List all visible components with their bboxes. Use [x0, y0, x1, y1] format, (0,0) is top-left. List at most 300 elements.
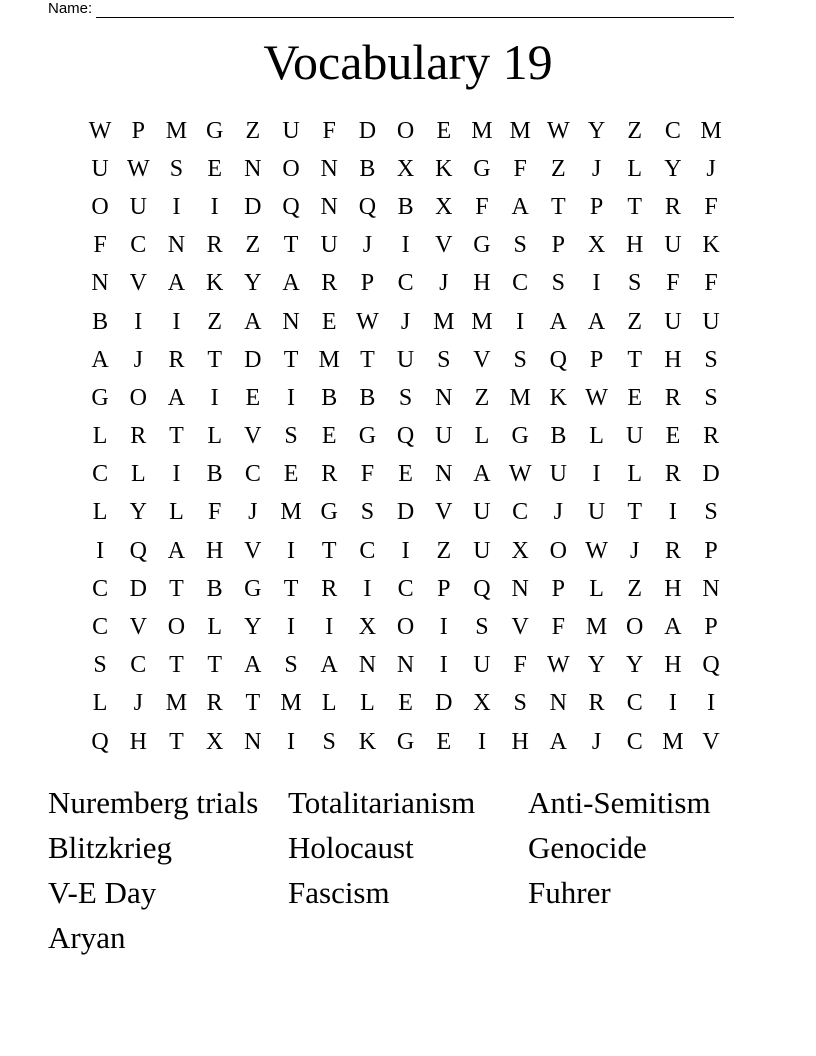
grid-letter[interactable]: M — [471, 308, 493, 335]
grid-letter[interactable]: U — [129, 193, 147, 220]
grid-letter[interactable]: S — [437, 346, 451, 373]
word-bank-item: Genocide — [528, 830, 647, 865]
grid-letter[interactable]: J — [591, 155, 602, 182]
grid-letter[interactable]: W — [585, 537, 608, 564]
grid-letter[interactable]: C — [359, 537, 376, 564]
grid-letter[interactable]: D — [244, 193, 262, 220]
grid-letter[interactable]: V — [435, 499, 453, 526]
grid-letter[interactable]: M — [433, 308, 455, 335]
grid-letter[interactable]: I — [668, 499, 677, 526]
grid-letter[interactable]: A — [473, 461, 491, 488]
grid-letter[interactable]: I — [287, 614, 296, 641]
grid-letter[interactable]: K — [205, 270, 224, 297]
grid-letter[interactable]: S — [551, 270, 566, 297]
grid-letter[interactable]: Q — [129, 537, 147, 564]
grid-letter[interactable]: E — [245, 384, 261, 411]
grid-letter[interactable]: I — [325, 614, 334, 641]
grid-letter[interactable]: D — [396, 499, 415, 526]
grid-letter[interactable]: S — [513, 690, 527, 717]
grid-letter[interactable]: G — [91, 384, 109, 411]
grid-letter[interactable]: Q — [282, 193, 300, 220]
grid-letter[interactable]: A — [320, 652, 338, 679]
grid-letter[interactable]: K — [702, 232, 720, 259]
grid-letter[interactable]: U — [473, 537, 491, 564]
grid-letter[interactable]: L — [627, 461, 643, 488]
grid-letter[interactable]: B — [321, 384, 338, 411]
word-bank-item: Totalitarianism — [288, 785, 476, 820]
grid-letter[interactable]: O — [549, 537, 568, 564]
grid-letter[interactable]: B — [206, 575, 223, 602]
grid-letter[interactable]: X — [396, 155, 415, 182]
grid-letter[interactable]: I — [210, 384, 219, 411]
grid-letter[interactable]: N — [511, 575, 529, 602]
grid-letter[interactable]: N — [549, 690, 568, 717]
grid-letter[interactable]: S — [704, 346, 718, 373]
grid-letter[interactable]: I — [477, 728, 486, 755]
grid-letter[interactable]: O — [396, 117, 415, 144]
grid-letter[interactable]: B — [206, 461, 223, 488]
grid-letter[interactable]: P — [589, 193, 604, 220]
grid-letter[interactable]: E — [283, 461, 299, 488]
grid-letter[interactable]: G — [320, 499, 338, 526]
grid-letter[interactable]: T — [283, 346, 299, 373]
grid-letter[interactable]: X — [205, 728, 224, 755]
grid-letter[interactable]: R — [664, 193, 681, 220]
grid-letter[interactable]: Z — [245, 232, 261, 259]
grid-letter[interactable]: C — [244, 461, 261, 488]
grid-letter[interactable]: R — [664, 461, 681, 488]
grid-letter[interactable]: M — [509, 117, 531, 144]
grid-letter[interactable]: O — [167, 614, 186, 641]
grid-letter[interactable]: Z — [207, 308, 222, 335]
grid-letter[interactable]: P — [360, 270, 375, 297]
grid-letter[interactable]: J — [439, 270, 449, 297]
grid-letter[interactable]: L — [169, 499, 184, 526]
grid-letter[interactable]: D — [244, 346, 262, 373]
grid-letter[interactable]: D — [129, 575, 147, 602]
page-title: Vocabulary 19 — [263, 34, 553, 90]
grid-letter[interactable]: C — [626, 690, 643, 717]
grid-letter[interactable]: N — [358, 652, 377, 679]
grid-letter[interactable]: J — [400, 308, 411, 335]
grid-letter[interactable]: K — [435, 155, 453, 182]
grid-letter[interactable]: U — [396, 346, 415, 373]
grid-letter[interactable]: V — [473, 346, 491, 373]
grid-letter[interactable]: Q — [358, 193, 377, 220]
grid-letter[interactable]: I — [172, 461, 181, 488]
grid-letter[interactable]: L — [92, 499, 108, 526]
grid-letter[interactable]: A — [244, 652, 262, 679]
grid-letter[interactable]: T — [627, 499, 643, 526]
grid-letter[interactable]: B — [92, 308, 109, 335]
grid-letter[interactable]: H — [205, 537, 224, 564]
grid-letter[interactable]: M — [318, 346, 340, 373]
word-bank — [48, 780, 768, 960]
grid-letter[interactable]: U — [320, 232, 338, 259]
grid-letter[interactable]: F — [207, 499, 222, 526]
grid-letter[interactable]: C — [92, 614, 109, 641]
grid-letter[interactable]: M — [165, 117, 188, 144]
grid-letter[interactable]: O — [91, 193, 109, 220]
grid-letter[interactable]: W — [508, 461, 532, 488]
grid-letter[interactable]: T — [169, 575, 184, 602]
grid-letter[interactable]: T — [360, 346, 375, 373]
grid-letter[interactable]: H — [664, 652, 682, 679]
grid-letter[interactable]: C — [397, 575, 414, 602]
grid-letter[interactable]: G — [358, 423, 377, 450]
grid-letter[interactable]: J — [591, 728, 602, 755]
grid-letter[interactable]: E — [398, 461, 413, 488]
grid-letter[interactable]: C — [130, 232, 147, 259]
grid-letter[interactable]: Q — [473, 575, 491, 602]
grid-letter[interactable]: L — [360, 690, 375, 717]
grid-letter[interactable]: A — [549, 308, 568, 335]
grid-letter[interactable]: T — [169, 423, 184, 450]
grid-letter[interactable]: Y — [244, 270, 262, 297]
grid-letter[interactable]: R — [206, 232, 223, 259]
grid-letter[interactable]: M — [280, 690, 302, 717]
grid-letter[interactable]: V — [129, 614, 147, 641]
grid-letter[interactable]: E — [321, 308, 337, 335]
grid-letter[interactable]: N — [702, 575, 720, 602]
grid-letter[interactable]: R — [588, 690, 605, 717]
grid-letter[interactable]: F — [513, 155, 527, 182]
grid-letter[interactable]: I — [668, 690, 677, 717]
grid-letter[interactable]: L — [627, 155, 643, 182]
grid-letter[interactable]: C — [130, 652, 147, 679]
grid-letter[interactable]: T — [627, 346, 643, 373]
grid-letter[interactable]: L — [207, 423, 222, 450]
grid-letter[interactable]: Z — [436, 537, 452, 564]
grid-letter[interactable]: M — [165, 690, 188, 717]
grid-letter[interactable]: U — [626, 423, 644, 450]
grid-letter[interactable]: A — [91, 346, 109, 373]
word-bank-item: Nuremberg trials — [48, 785, 259, 820]
grid-letter[interactable]: S — [704, 499, 718, 526]
grid-letter[interactable]: W — [126, 155, 150, 182]
grid-letter[interactable]: J — [630, 537, 640, 564]
grid-letter[interactable]: F — [360, 461, 375, 488]
grid-letter[interactable]: J — [553, 499, 564, 526]
grid-letter[interactable]: N — [167, 232, 186, 259]
grid-letter[interactable]: Z — [627, 308, 643, 335]
name-underline[interactable] — [96, 2, 734, 18]
grid-letter[interactable]: B — [397, 193, 414, 220]
grid-letter[interactable]: T — [207, 346, 222, 373]
grid-letter[interactable]: R — [130, 423, 147, 450]
word-bank-item: Holocaust — [288, 830, 414, 865]
grid-letter[interactable]: Z — [627, 575, 643, 602]
grid-letter[interactable]: W — [356, 308, 379, 335]
grid-letter[interactable]: N — [244, 155, 262, 182]
grid-letter[interactable]: N — [282, 308, 300, 335]
grid-letter[interactable]: S — [284, 652, 298, 679]
grid-letter[interactable]: V — [702, 728, 720, 755]
grid-letter[interactable]: I — [516, 308, 525, 335]
grid-letter[interactable]: C — [397, 270, 414, 297]
grid-letter[interactable]: I — [172, 308, 181, 335]
grid-letter[interactable]: S — [93, 652, 107, 679]
grid-letter[interactable]: Y — [626, 652, 644, 679]
grid-letter[interactable]: R — [206, 690, 223, 717]
grid-letter[interactable]: P — [437, 575, 451, 602]
grid-letter[interactable]: Z — [551, 155, 566, 182]
grid-letter[interactable]: U — [587, 499, 606, 526]
grid-letter[interactable]: D — [702, 461, 720, 488]
grid-letter[interactable]: F — [475, 193, 489, 220]
grid-letter[interactable]: N — [91, 270, 109, 297]
grid-letter[interactable]: N — [435, 384, 453, 411]
grid-letter[interactable]: I — [401, 537, 410, 564]
grid-letter[interactable]: D — [435, 690, 453, 717]
grid-letter[interactable]: A — [587, 308, 606, 335]
grid-letter[interactable]: G — [473, 232, 491, 259]
grid-letter[interactable]: M — [662, 728, 684, 755]
grid-letter[interactable]: S — [628, 270, 642, 297]
grid-letter[interactable]: G — [511, 423, 529, 450]
grid-letter[interactable]: C — [664, 117, 681, 144]
grid-letter[interactable]: Z — [474, 384, 490, 411]
grid-letter[interactable]: N — [320, 155, 338, 182]
grid-letter[interactable]: E — [436, 728, 452, 755]
word-bank-item: V-E Day — [48, 875, 157, 910]
grid-letter[interactable]: L — [130, 461, 146, 488]
grid-letter[interactable]: A — [167, 537, 186, 564]
grid-letter[interactable]: J — [133, 346, 143, 373]
grid-letter[interactable]: I — [592, 270, 601, 297]
grid-letter[interactable]: B — [359, 384, 376, 411]
grid-letter[interactable]: O — [282, 155, 300, 182]
grid-letter[interactable]: U — [473, 652, 491, 679]
grid-letter[interactable]: S — [322, 728, 336, 755]
grid-letter[interactable]: S — [513, 232, 527, 259]
grid-letter[interactable]: I — [287, 537, 296, 564]
grid-letter[interactable]: N — [320, 193, 338, 220]
grid-letter[interactable]: W — [585, 384, 608, 411]
grid-letter[interactable]: Y — [129, 499, 147, 526]
grid-letter[interactable]: T — [627, 193, 643, 220]
grid-letter[interactable]: I — [439, 652, 448, 679]
grid-letter[interactable]: H — [473, 270, 491, 297]
grid-letter[interactable]: S — [284, 423, 298, 450]
grid-letter[interactable]: H — [626, 232, 644, 259]
grid-letter[interactable]: I — [287, 728, 296, 755]
grid-letter[interactable]: P — [704, 614, 718, 641]
grid-letter[interactable]: J — [248, 499, 258, 526]
grid-letter[interactable]: R — [321, 270, 338, 297]
grid-letter[interactable]: U — [702, 308, 720, 335]
grid-letter[interactable]: T — [321, 537, 337, 564]
grid-letter[interactable]: L — [321, 690, 337, 717]
grid-letter[interactable]: S — [704, 384, 718, 411]
grid-letter[interactable]: X — [587, 232, 606, 259]
grid-letter[interactable]: U — [664, 232, 682, 259]
word-search-grid — [81, 112, 730, 761]
grid-letter[interactable]: I — [401, 232, 410, 259]
grid-letter[interactable]: U — [282, 117, 300, 144]
grid-letter[interactable]: R — [168, 346, 185, 373]
grid-letter[interactable]: M — [585, 614, 608, 641]
grid-letter[interactable]: P — [589, 346, 604, 373]
grid-letter[interactable]: F — [666, 270, 680, 297]
grid-letter[interactable]: M — [280, 499, 302, 526]
grid-letter[interactable]: T — [169, 652, 184, 679]
grid-letter[interactable]: C — [512, 499, 529, 526]
grid-letter[interactable]: I — [210, 193, 219, 220]
grid-letter[interactable]: F — [704, 270, 718, 297]
grid-letter[interactable]: L — [474, 423, 490, 450]
grid-letter[interactable]: I — [707, 690, 716, 717]
grid-letter[interactable]: P — [704, 537, 718, 564]
grid-letter[interactable]: T — [245, 690, 261, 717]
grid-letter[interactable]: G — [205, 117, 224, 144]
grid-letter[interactable]: T — [283, 232, 299, 259]
grid-letter[interactable]: P — [551, 232, 566, 259]
grid-letter[interactable]: H — [664, 575, 682, 602]
grid-letter[interactable]: U — [435, 423, 453, 450]
grid-letter[interactable]: L — [92, 690, 108, 717]
grid-letter[interactable]: U — [91, 155, 109, 182]
grid-letter[interactable]: X — [358, 614, 377, 641]
grid-letter[interactable]: Q — [549, 346, 568, 373]
grid-letter[interactable]: Q — [702, 652, 720, 679]
grid-letter[interactable]: X — [511, 537, 529, 564]
grid-letter[interactable]: T — [207, 652, 222, 679]
grid-letter[interactable]: N — [244, 728, 262, 755]
grid-letter[interactable]: S — [169, 155, 184, 182]
grid-letter[interactable]: E — [665, 423, 681, 450]
grid-letter[interactable]: I — [134, 308, 143, 335]
grid-letter[interactable]: W — [88, 117, 112, 144]
grid-letter[interactable]: W — [547, 652, 570, 679]
grid-letter[interactable]: X — [473, 690, 491, 717]
grid-letter[interactable]: J — [133, 690, 143, 717]
grid-letter[interactable]: P — [131, 117, 145, 144]
grid-letter[interactable]: C — [92, 575, 109, 602]
grid-letter[interactable]: Y — [587, 117, 606, 144]
grid-letter[interactable]: R — [664, 384, 681, 411]
grid-letter[interactable]: Z — [245, 117, 261, 144]
grid-letter[interactable]: P — [551, 575, 566, 602]
grid-letter[interactable]: S — [398, 384, 413, 411]
grid-letter[interactable]: M — [700, 117, 722, 144]
grid-letter[interactable]: A — [664, 614, 682, 641]
grid-letter[interactable]: R — [321, 575, 338, 602]
grid-letter[interactable]: M — [509, 384, 531, 411]
grid-letter[interactable]: A — [511, 193, 529, 220]
grid-letter[interactable]: R — [703, 423, 720, 450]
grid-letter[interactable]: J — [362, 232, 373, 259]
grid-letter[interactable]: A — [549, 728, 568, 755]
grid-letter[interactable]: G — [244, 575, 262, 602]
grid-letter[interactable]: V — [435, 232, 453, 259]
grid-letter[interactable]: F — [513, 652, 527, 679]
grid-letter[interactable]: J — [706, 155, 716, 182]
grid-letter[interactable]: T — [551, 193, 566, 220]
grid-letter[interactable]: F — [704, 193, 718, 220]
grid-letter[interactable]: M — [471, 117, 493, 144]
grid-letter[interactable]: W — [547, 117, 570, 144]
grid-letter[interactable]: E — [321, 423, 337, 450]
grid-letter[interactable]: C — [92, 461, 109, 488]
grid-letter[interactable]: A — [167, 384, 186, 411]
grid-letter[interactable]: T — [169, 728, 184, 755]
grid-letter[interactable]: A — [167, 270, 186, 297]
grid-letter[interactable]: Y — [664, 155, 682, 182]
grid-letter[interactable]: A — [244, 308, 262, 335]
grid-letter[interactable]: S — [360, 499, 375, 526]
grid-letter[interactable]: L — [207, 614, 222, 641]
grid-letter[interactable]: H — [664, 346, 682, 373]
grid-letter[interactable]: U — [549, 461, 568, 488]
grid-letter[interactable]: B — [359, 155, 376, 182]
grid-letter[interactable]: E — [207, 155, 222, 182]
grid-letter[interactable]: C — [512, 270, 529, 297]
grid-letter[interactable]: F — [93, 232, 107, 259]
grid-letter[interactable]: O — [129, 384, 147, 411]
grid-letter[interactable]: Z — [627, 117, 643, 144]
grid-letter[interactable]: K — [358, 728, 377, 755]
grid-letter[interactable]: D — [358, 117, 377, 144]
grid-letter[interactable]: U — [473, 499, 491, 526]
grid-letter[interactable]: C — [626, 728, 643, 755]
grid-letter[interactable]: Q — [396, 423, 415, 450]
grid-letter[interactable]: X — [435, 193, 453, 220]
grid-letter[interactable]: U — [664, 308, 682, 335]
grid-letter[interactable]: I — [287, 384, 296, 411]
grid-letter[interactable]: Q — [91, 728, 109, 755]
grid-letter[interactable]: T — [283, 575, 299, 602]
word-bank-item: Anti-Semitism — [528, 785, 711, 820]
grid-letter[interactable]: H — [129, 728, 147, 755]
grid-letter[interactable]: I — [363, 575, 372, 602]
grid-letter[interactable]: L — [92, 423, 108, 450]
grid-letter[interactable]: F — [551, 614, 566, 641]
grid-letter[interactable]: V — [244, 423, 262, 450]
grid-letter[interactable]: L — [589, 575, 604, 602]
grid-letter[interactable]: I — [96, 537, 105, 564]
grid-letter[interactable]: R — [664, 537, 681, 564]
grid-letter[interactable]: I — [172, 193, 181, 220]
grid-letter[interactable]: V — [129, 270, 147, 297]
grid-letter[interactable]: G — [473, 155, 491, 182]
grid-letter[interactable]: V — [244, 537, 262, 564]
grid-letter[interactable]: G — [396, 728, 415, 755]
grid-letter[interactable]: V — [511, 614, 529, 641]
grid-letter[interactable]: A — [282, 270, 300, 297]
grid-letter[interactable]: N — [396, 652, 415, 679]
grid-letter[interactable]: I — [439, 614, 448, 641]
grid-letter[interactable]: O — [396, 614, 415, 641]
grid-letter[interactable]: N — [435, 461, 453, 488]
grid-letter[interactable]: L — [589, 423, 604, 450]
grid-letter[interactable]: I — [592, 461, 601, 488]
grid-letter[interactable]: O — [626, 614, 644, 641]
grid-letter[interactable]: Y — [587, 652, 606, 679]
grid-letter[interactable]: E — [627, 384, 643, 411]
grid-letter[interactable]: H — [511, 728, 529, 755]
grid-letter[interactable]: Y — [244, 614, 262, 641]
grid-letter[interactable]: S — [475, 614, 489, 641]
grid-letter[interactable]: K — [549, 384, 568, 411]
grid-letter[interactable]: E — [398, 690, 413, 717]
grid-letter[interactable]: S — [513, 346, 527, 373]
grid-letter[interactable]: B — [550, 423, 567, 450]
grid-letter[interactable]: E — [436, 117, 452, 144]
grid-letter[interactable]: R — [321, 461, 338, 488]
grid-letter[interactable]: F — [322, 117, 336, 144]
name-field — [48, 0, 734, 18]
